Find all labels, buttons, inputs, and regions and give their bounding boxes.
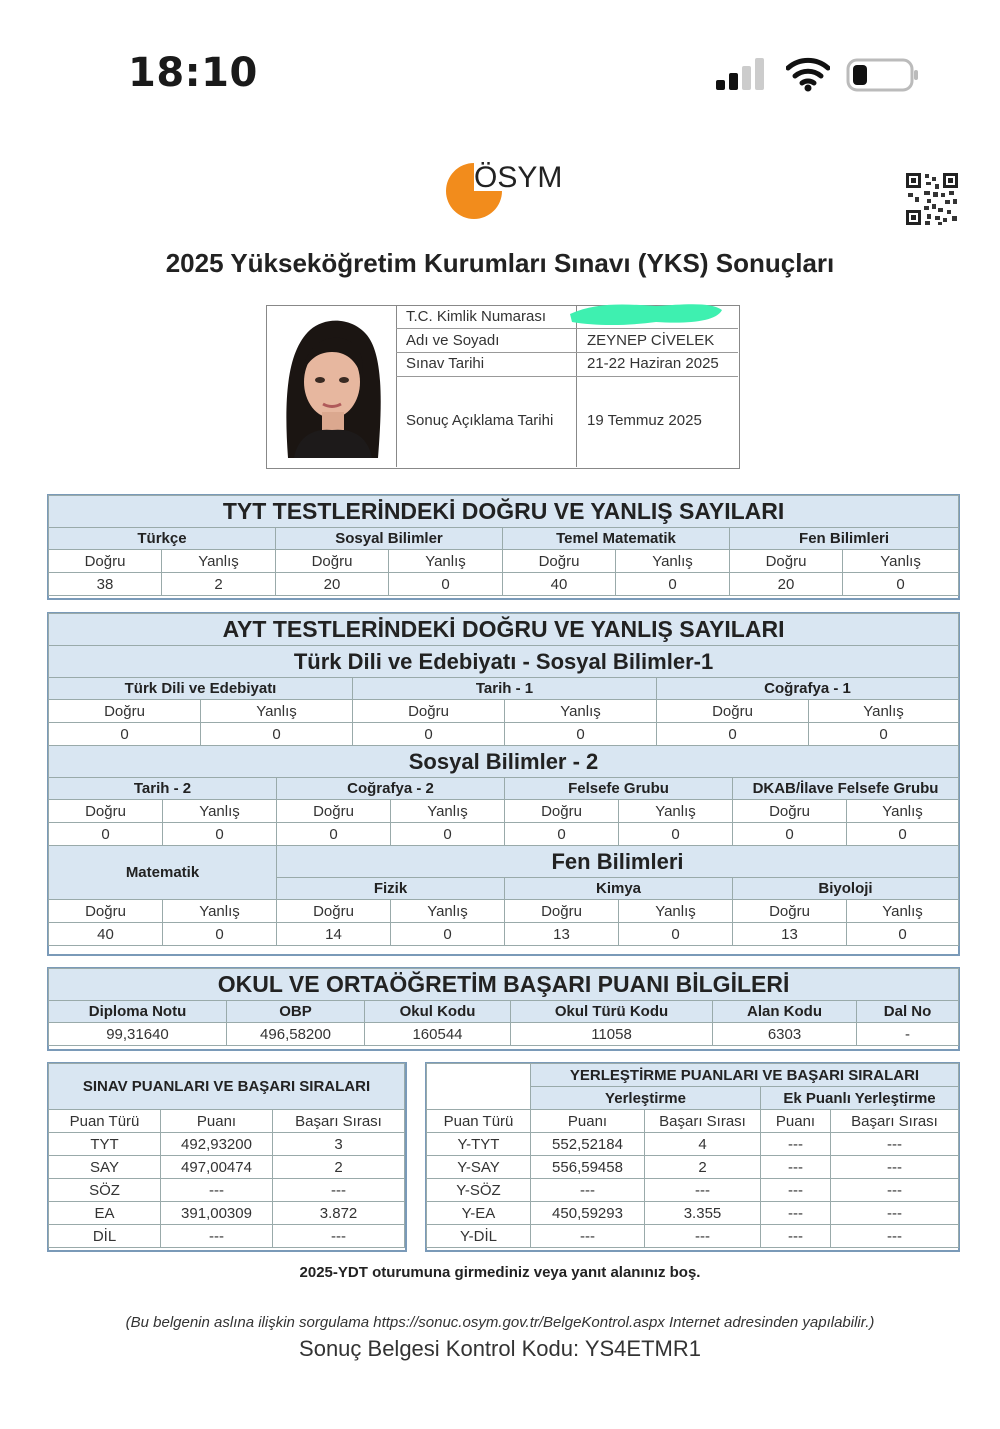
placement-type: Y-SAY xyxy=(427,1156,531,1179)
placement-header: Puanı xyxy=(761,1110,831,1133)
label-yanlis: Yanlış xyxy=(391,800,505,823)
placement-rank: --- xyxy=(645,1179,761,1202)
id-label-tc: T.C. Kimlik Numarası xyxy=(406,308,547,325)
placement-rank: 3.355 xyxy=(645,1202,761,1225)
tyt-subject-matematik: Temel Matematik xyxy=(503,528,730,550)
label-yanlis: Yanlış xyxy=(616,550,730,573)
ayt-value: 0 xyxy=(163,823,277,846)
ayt-value: 0 xyxy=(847,823,959,846)
school-value: - xyxy=(857,1023,959,1046)
score-value: --- xyxy=(161,1179,273,1202)
ayt-subject-matematik: Matematik xyxy=(49,846,277,900)
ayt-subject-kimya: Kimya xyxy=(505,878,733,900)
label-dogru: Doğru xyxy=(730,550,843,573)
school-header: Okul Kodu xyxy=(365,1001,511,1023)
school-value: 11058 xyxy=(511,1023,713,1046)
tyt-title: TYT TESTLERİNDEKİ DOĞRU VE YANLIŞ SAYILARI xyxy=(49,496,959,528)
ayt-value: 0 xyxy=(277,823,391,846)
school-table xyxy=(48,968,959,1046)
label-dogru: Doğru xyxy=(353,700,505,723)
id-value-name: ZEYNEP CİVELEK xyxy=(587,332,715,349)
school-header: OBP xyxy=(227,1001,365,1023)
ayt-value: 0 xyxy=(163,923,277,946)
label-yanlis: Yanlış xyxy=(809,700,959,723)
placement-value: 450,59293 xyxy=(531,1202,645,1225)
placement-ek-value: --- xyxy=(761,1225,831,1248)
score-rank: 3 xyxy=(273,1133,405,1156)
placement-corner xyxy=(427,1064,531,1110)
tyt-value: 20 xyxy=(730,573,843,596)
placement-title: YERLEŞTİRME PUANLARI VE BAŞARI SIRALARI xyxy=(531,1064,959,1087)
label-dogru: Doğru xyxy=(657,700,809,723)
label-yanlis: Yanlış xyxy=(847,900,959,923)
label-dogru: Doğru xyxy=(733,800,847,823)
scores-header: Başarı Sırası xyxy=(273,1110,405,1133)
label-dogru: Doğru xyxy=(277,900,391,923)
school-value: 99,31640 xyxy=(49,1023,227,1046)
label-dogru: Doğru xyxy=(503,550,616,573)
ayt-value: 14 xyxy=(277,923,391,946)
school-header: Dal No xyxy=(857,1001,959,1023)
placement-value: --- xyxy=(531,1225,645,1248)
label-dogru: Doğru xyxy=(505,900,619,923)
id-label-name: Adı ve Soyadı xyxy=(406,332,500,349)
tyt-value: 0 xyxy=(616,573,730,596)
placement-ek-value: --- xyxy=(761,1179,831,1202)
ayt-subject-cografya2: Coğrafya - 2 xyxy=(277,778,505,800)
ayt-subject-tarih1: Tarih - 1 xyxy=(353,678,657,700)
tyt-table xyxy=(48,495,959,596)
tyt-subject-sosyal: Sosyal Bilimler xyxy=(276,528,503,550)
score-type: DİL xyxy=(49,1225,161,1248)
score-type: EA xyxy=(49,1202,161,1225)
placement-ek-value: --- xyxy=(761,1156,831,1179)
label-yanlis: Yanlış xyxy=(391,900,505,923)
score-type: SAY xyxy=(49,1156,161,1179)
placement-header: Puanı xyxy=(531,1110,645,1133)
ayt-title: AYT TESTLERİNDEKİ DOĞRU VE YANLIŞ SAYILARI xyxy=(49,614,959,646)
label-yanlis: Yanlış xyxy=(847,800,959,823)
placement-type: Y-TYT xyxy=(427,1133,531,1156)
page-title: 2025 Yükseköğretim Kurumları Sınavı (YKS) Sonuçları xyxy=(165,248,835,278)
wifi-icon xyxy=(786,56,830,92)
ayt-value: 0 xyxy=(353,723,505,746)
label-yanlis: Yanlış xyxy=(201,700,353,723)
score-type: TYT xyxy=(49,1133,161,1156)
qr-code-icon xyxy=(905,172,959,226)
tyt-value: 0 xyxy=(843,573,959,596)
placement-ek-rank: --- xyxy=(831,1133,959,1156)
label-dogru: Doğru xyxy=(49,800,163,823)
ayt-value: 0 xyxy=(391,823,505,846)
cellular-signal-icon xyxy=(716,58,768,90)
ayt-value: 0 xyxy=(49,723,201,746)
id-label-exam-date: Sınav Tarihi xyxy=(406,355,485,372)
ayt-value: 0 xyxy=(391,923,505,946)
label-dogru: Doğru xyxy=(49,550,162,573)
tyt-subject-turkce: Türkçe xyxy=(49,528,276,550)
label-yanlis: Yanlış xyxy=(162,550,276,573)
tyt-value: 38 xyxy=(49,573,162,596)
placement-ek-value: --- xyxy=(761,1202,831,1225)
scores-table xyxy=(48,1063,405,1248)
placement-sub-yerlestirme: Yerleştirme xyxy=(531,1087,761,1110)
ayt-value: 0 xyxy=(201,723,353,746)
placement-ek-rank: --- xyxy=(831,1179,959,1202)
ayt-value: 13 xyxy=(733,923,847,946)
label-yanlis: Yanlış xyxy=(619,900,733,923)
label-dogru: Doğru xyxy=(276,550,389,573)
battery-icon xyxy=(846,58,920,92)
ayt-subject-biyoloji: Biyoloji xyxy=(733,878,959,900)
score-rank: --- xyxy=(273,1179,405,1202)
placement-rank: 2 xyxy=(645,1156,761,1179)
placement-header: Puan Türü xyxy=(427,1110,531,1133)
placement-ek-rank: --- xyxy=(831,1225,959,1248)
placement-ek-rank: --- xyxy=(831,1156,959,1179)
score-value: 492,93200 xyxy=(161,1133,273,1156)
label-yanlis: Yanlış xyxy=(505,700,657,723)
label-yanlis: Yanlış xyxy=(843,550,959,573)
ayt-subject-dkab: DKAB/İlave Felsefe Grubu xyxy=(733,778,959,800)
placement-ek-value: --- xyxy=(761,1133,831,1156)
label-dogru: Doğru xyxy=(49,900,163,923)
id-value-result-date: 19 Temmuz 2025 xyxy=(587,412,702,429)
placement-rank: 4 xyxy=(645,1133,761,1156)
ayt-value: 0 xyxy=(619,823,733,846)
school-header: Okul Türü Kodu xyxy=(511,1001,713,1023)
ayt-group1-title: Türk Dili ve Edebiyatı - Sosyal Bilimler-1 xyxy=(49,646,959,678)
ydt-note: 2025-YDT oturumuna girmediniz veya yanıt alanınız boş. xyxy=(299,1264,701,1281)
placement-table xyxy=(426,1063,959,1248)
placement-header: Başarı Sırası xyxy=(831,1110,959,1133)
label-yanlis: Yanlış xyxy=(389,550,503,573)
label-dogru: Doğru xyxy=(733,900,847,923)
tyt-value: 0 xyxy=(389,573,503,596)
ayt-value: 0 xyxy=(505,823,619,846)
id-label-result-date: Sonuç Açıklama Tarihi xyxy=(406,412,554,429)
placement-ek-rank: --- xyxy=(831,1202,959,1225)
label-dogru: Doğru xyxy=(49,700,201,723)
placement-header: Başarı Sırası xyxy=(645,1110,761,1133)
tyt-subject-fen: Fen Bilimleri xyxy=(730,528,959,550)
ayt-subject-cografya1: Coğrafya - 1 xyxy=(657,678,959,700)
ayt-value: 0 xyxy=(847,923,959,946)
scores-title: SINAV PUANLARI VE BAŞARI SIRALARI xyxy=(49,1064,405,1110)
placement-type: Y-SÖZ xyxy=(427,1179,531,1202)
school-value: 160544 xyxy=(365,1023,511,1046)
ayt-group2-title: Sosyal Bilimler - 2 xyxy=(49,746,959,778)
ayt-value: 40 xyxy=(49,923,163,946)
verification-disclaimer: (Bu belgenin aslına ilişkin sorgulama https://sonuc.osym.gov.tr/BelgeKontrol.aspx Internet adresinden yapılabilir.) xyxy=(125,1314,875,1331)
placement-sub-ek-puanli: Ek Puanlı Yerleştirme xyxy=(761,1087,959,1110)
score-rank: 3.872 xyxy=(273,1202,405,1225)
label-dogru: Doğru xyxy=(277,800,391,823)
ayt-subject-tde: Türk Dili ve Edebiyatı xyxy=(49,678,353,700)
placement-value: 556,59458 xyxy=(531,1156,645,1179)
ayt-value: 0 xyxy=(657,723,809,746)
placement-rank: --- xyxy=(645,1225,761,1248)
placement-type: Y-DİL xyxy=(427,1225,531,1248)
label-yanlis: Yanlış xyxy=(163,900,277,923)
scores-header: Puanı xyxy=(161,1110,273,1133)
logo-text: ÖSYM xyxy=(474,161,563,194)
ayt-subject-felsefe: Felsefe Grubu xyxy=(505,778,733,800)
placement-type: Y-EA xyxy=(427,1202,531,1225)
ayt-value: 0 xyxy=(733,823,847,846)
ayt-value: 0 xyxy=(809,723,959,746)
placement-value: --- xyxy=(531,1179,645,1202)
tyt-value: 2 xyxy=(162,573,276,596)
label-dogru: Doğru xyxy=(505,800,619,823)
score-value: --- xyxy=(161,1225,273,1248)
ayt-value: 0 xyxy=(49,823,163,846)
ayt-value: 0 xyxy=(505,723,657,746)
candidate-photo xyxy=(274,312,392,458)
status-time: 18:10 xyxy=(128,50,258,96)
ayt-subject-tarih2: Tarih - 2 xyxy=(49,778,277,800)
score-rank: 2 xyxy=(273,1156,405,1179)
scores-header: Puan Türü xyxy=(49,1110,161,1133)
score-value: 497,00474 xyxy=(161,1156,273,1179)
school-title: OKUL VE ORTAÖĞRETİM BAŞARI PUANI BİLGİLERİ xyxy=(49,969,959,1001)
tyt-value: 20 xyxy=(276,573,389,596)
ayt-value: 0 xyxy=(619,923,733,946)
ayt-value: 13 xyxy=(505,923,619,946)
school-header: Alan Kodu xyxy=(713,1001,857,1023)
id-value-exam-date: 21-22 Haziran 2025 xyxy=(587,355,719,372)
control-code: Sonuç Belgesi Kontrol Kodu: YS4ETMR1 xyxy=(299,1336,701,1361)
school-header: Diploma Notu xyxy=(49,1001,227,1023)
school-value: 496,58200 xyxy=(227,1023,365,1046)
score-value: 391,00309 xyxy=(161,1202,273,1225)
placement-value: 552,52184 xyxy=(531,1133,645,1156)
school-value: 6303 xyxy=(713,1023,857,1046)
tyt-value: 40 xyxy=(503,573,616,596)
label-yanlis: Yanlış xyxy=(163,800,277,823)
score-rank: --- xyxy=(273,1225,405,1248)
score-type: SÖZ xyxy=(49,1179,161,1202)
ayt-fen-title: Fen Bilimleri xyxy=(277,846,959,878)
label-yanlis: Yanlış xyxy=(619,800,733,823)
redaction-mark xyxy=(566,298,726,328)
ayt-subject-fizik: Fizik xyxy=(277,878,505,900)
ayt-table xyxy=(48,613,959,946)
